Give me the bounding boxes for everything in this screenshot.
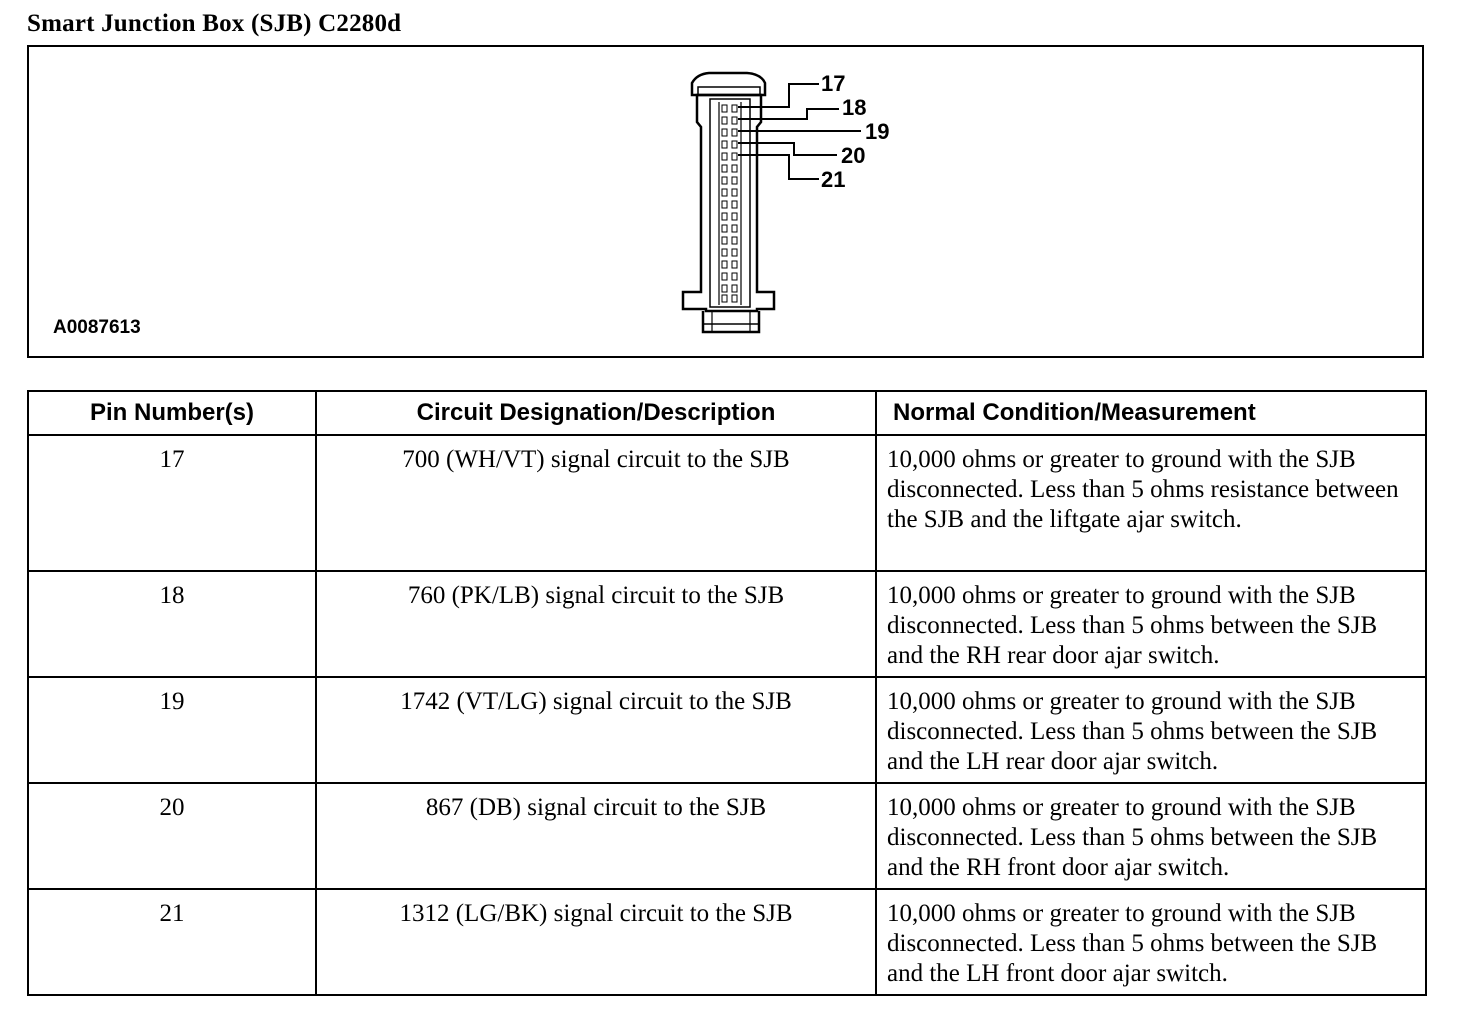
pin-callout-19: 19 <box>865 119 890 144</box>
pin-callout-20: 20 <box>841 143 866 168</box>
circuit-cell: 867 (DB) signal circuit to the SJB <box>316 783 876 889</box>
table-row <box>28 783 1426 889</box>
pin-callout-21: 21 <box>821 167 846 192</box>
condition-cell: 10,000 ohms or greater to ground with the SJB disconnected. Less than 5 ohms between the SJB and the RH rear door ajar switch. <box>876 571 1426 677</box>
table-row <box>28 889 1426 995</box>
pin-cell: 17 <box>28 435 316 571</box>
circuit-cell: 760 (PK/LB) signal circuit to the SJB <box>316 571 876 677</box>
page-title: Smart Junction Box (SJB) C2280d <box>27 10 402 37</box>
pin-callout-17: 17 <box>821 71 846 96</box>
pin-cell: 20 <box>28 783 316 889</box>
header-condition: Normal Condition/Measurement <box>876 391 1426 435</box>
condition-cell: 10,000 ohms or greater to ground with the SJB disconnected. Less than 5 ohms between the SJB and the RH front door ajar switch. <box>876 783 1426 889</box>
pin-cell: 21 <box>28 889 316 995</box>
pin-cell: 18 <box>28 571 316 677</box>
circuit-cell: 1312 (LG/BK) signal circuit to the SJB <box>316 889 876 995</box>
condition-cell: 10,000 ohms or greater to ground with the SJB disconnected. Less than 5 ohms between the SJB and the LH rear door ajar switch. <box>876 677 1426 783</box>
pin-cell: 19 <box>28 677 316 783</box>
circuit-cell: 1742 (VT/LG) signal circuit to the SJB <box>316 677 876 783</box>
table-row <box>28 571 1426 677</box>
table-row <box>28 435 1426 571</box>
connector-figure <box>27 45 1424 358</box>
table-header-row <box>28 391 1426 435</box>
circuit-cell: 700 (WH/VT) signal circuit to the SJB <box>316 435 876 571</box>
condition-cell: 10,000 ohms or greater to ground with the SJB disconnected. Less than 5 ohms resistance between the SJB and the liftgate ajar switch. <box>876 435 1426 571</box>
pin-callout-18: 18 <box>842 95 867 120</box>
table-row <box>28 677 1426 783</box>
header-circuit: Circuit Designation/Description <box>316 391 876 435</box>
pin-table <box>27 390 1427 996</box>
header-pin-number: Pin Number(s) <box>28 391 316 435</box>
figure-id: A0087613 <box>53 317 141 338</box>
connector-face-icon <box>29 47 1422 356</box>
condition-cell: 10,000 ohms or greater to ground with the SJB disconnected. Less than 5 ohms between the SJB and the LH front door ajar switch. <box>876 889 1426 995</box>
